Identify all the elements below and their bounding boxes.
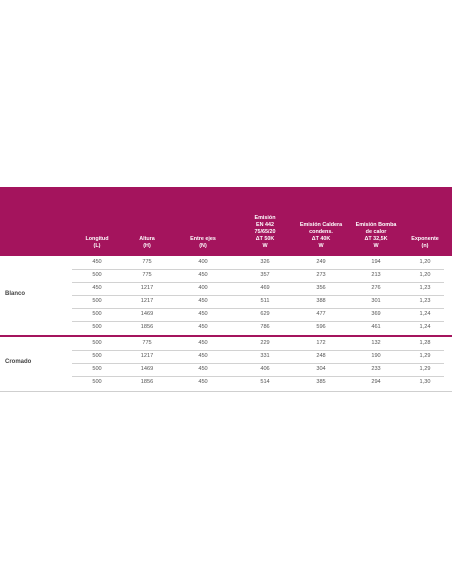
finish-group [0, 256, 452, 334]
table-cell: 1856 [140, 379, 154, 385]
table-cell: 1,28 [419, 340, 431, 346]
table-cell: 369 [371, 311, 381, 317]
table-cell: 400 [198, 285, 208, 291]
table-cell: 511 [260, 298, 270, 304]
table-cell: 775 [142, 272, 152, 278]
table-cell: 500 [92, 298, 102, 304]
column-header [406, 236, 444, 250]
column-header-line: W [262, 243, 268, 249]
table-cell: 1469 [140, 366, 154, 372]
table-cell: 400 [198, 259, 208, 265]
table-cell: 1,30 [419, 379, 431, 385]
table-cell: 450 [198, 353, 208, 359]
column-header-line: condens. [309, 229, 333, 235]
table-row [72, 308, 444, 322]
table-body [0, 256, 452, 389]
table-cell: 301 [371, 298, 381, 304]
column-header-line: Altura [139, 236, 155, 242]
table-cell: 1,29 [419, 353, 431, 359]
table-cell: 514 [260, 379, 270, 385]
column-header-line: W [318, 243, 324, 249]
table-cell: 406 [260, 366, 270, 372]
table-cell: 450 [92, 259, 102, 265]
table-row [72, 337, 444, 351]
table-cell: 273 [316, 272, 326, 278]
column-header-line: ΔT 50K [255, 236, 275, 242]
table-cell: 450 [198, 379, 208, 385]
table-bottom-rule [0, 391, 452, 392]
column-header-line: Exponente [411, 236, 439, 242]
column-header [289, 222, 353, 250]
column-header-line: (N) [199, 243, 207, 249]
table-cell: 276 [371, 285, 381, 291]
table-cell: 1217 [140, 285, 154, 291]
table-cell: 1,23 [419, 285, 431, 291]
table-cell: 629 [260, 311, 270, 317]
table-cell: 775 [142, 259, 152, 265]
table-cell: 331 [260, 353, 270, 359]
table-cell: 775 [142, 340, 152, 346]
table-cell: 450 [198, 298, 208, 304]
column-header-line: Entre ejes [190, 236, 216, 242]
table-cell: 1,20 [419, 259, 431, 265]
table-cell: 1,24 [419, 324, 431, 330]
table-cell: 500 [92, 340, 102, 346]
table-cell: 233 [371, 366, 381, 372]
table-cell: 1856 [140, 324, 154, 330]
column-header [348, 222, 404, 250]
table-cell: 450 [198, 311, 208, 317]
spec-table [0, 187, 452, 389]
table-row [72, 363, 444, 377]
table-cell: 461 [371, 324, 381, 330]
column-header [241, 215, 289, 250]
finish-label: Cromado [5, 359, 32, 365]
table-cell: 229 [260, 340, 270, 346]
column-header-line: 75/65/20 [254, 229, 276, 235]
column-header-line: W [373, 243, 379, 249]
table-row [72, 295, 444, 309]
column-header-line: de calor [365, 229, 387, 235]
column-header [77, 236, 117, 250]
table-row [72, 350, 444, 364]
table-cell: 213 [371, 272, 381, 278]
table-cell: 500 [92, 379, 102, 385]
table-cell: 450 [198, 324, 208, 330]
table-cell: 500 [92, 353, 102, 359]
table-cell: 356 [316, 285, 326, 291]
table-cell: 786 [260, 324, 270, 330]
table-cell: 294 [371, 379, 381, 385]
column-header [181, 236, 225, 250]
table-cell: 500 [92, 366, 102, 372]
table-cell: 1,24 [419, 311, 431, 317]
table-cell: 326 [260, 259, 270, 265]
finish-group [0, 335, 452, 389]
table-row [72, 282, 444, 296]
table-cell: 1,20 [419, 272, 431, 278]
table-cell: 450 [198, 366, 208, 372]
table-cell: 450 [198, 340, 208, 346]
table-cell: 450 [92, 285, 102, 291]
table-cell: 469 [260, 285, 270, 291]
table-cell: 248 [316, 353, 326, 359]
column-header-line: Emisión Caldera [299, 222, 343, 228]
table-cell: 172 [316, 340, 326, 346]
table-cell: 190 [371, 353, 381, 359]
table-cell: 500 [92, 272, 102, 278]
table-cell: 477 [316, 311, 326, 317]
table-cell: 249 [316, 259, 326, 265]
table-cell: 304 [316, 366, 326, 372]
table-cell: 1217 [140, 298, 154, 304]
table-cell: 500 [92, 311, 102, 317]
column-header-line: EN 442 [256, 222, 274, 228]
table-cell: 385 [316, 379, 326, 385]
table-cell: 1,29 [419, 366, 431, 372]
column-header-line: (L) [93, 243, 101, 249]
table-row [72, 321, 444, 334]
table-row [72, 269, 444, 283]
table-header [0, 187, 452, 256]
column-header-line: (n) [421, 243, 429, 249]
column-header-line: Longitud [85, 236, 109, 242]
table-cell: 194 [371, 259, 381, 265]
finish-label: Blanco [5, 291, 26, 297]
table-row [72, 376, 444, 389]
table-cell: 132 [371, 340, 381, 346]
table-cell: 388 [316, 298, 326, 304]
table-cell: 500 [92, 324, 102, 330]
column-header-line: (H) [143, 243, 151, 249]
table-cell: 1217 [140, 353, 154, 359]
table-cell: 357 [260, 272, 270, 278]
table-row [72, 256, 444, 270]
column-header-line: Emisión [254, 215, 276, 221]
column-header [127, 236, 167, 250]
table-cell: 1,23 [419, 298, 431, 304]
table-cell: 596 [316, 324, 326, 330]
column-header-line: ΔT 32,5K [364, 236, 388, 242]
column-header-line: ΔT 40K [311, 236, 331, 242]
column-header-line: Emisión Bomba [355, 222, 397, 228]
table-cell: 1469 [140, 311, 154, 317]
table-cell: 450 [198, 272, 208, 278]
